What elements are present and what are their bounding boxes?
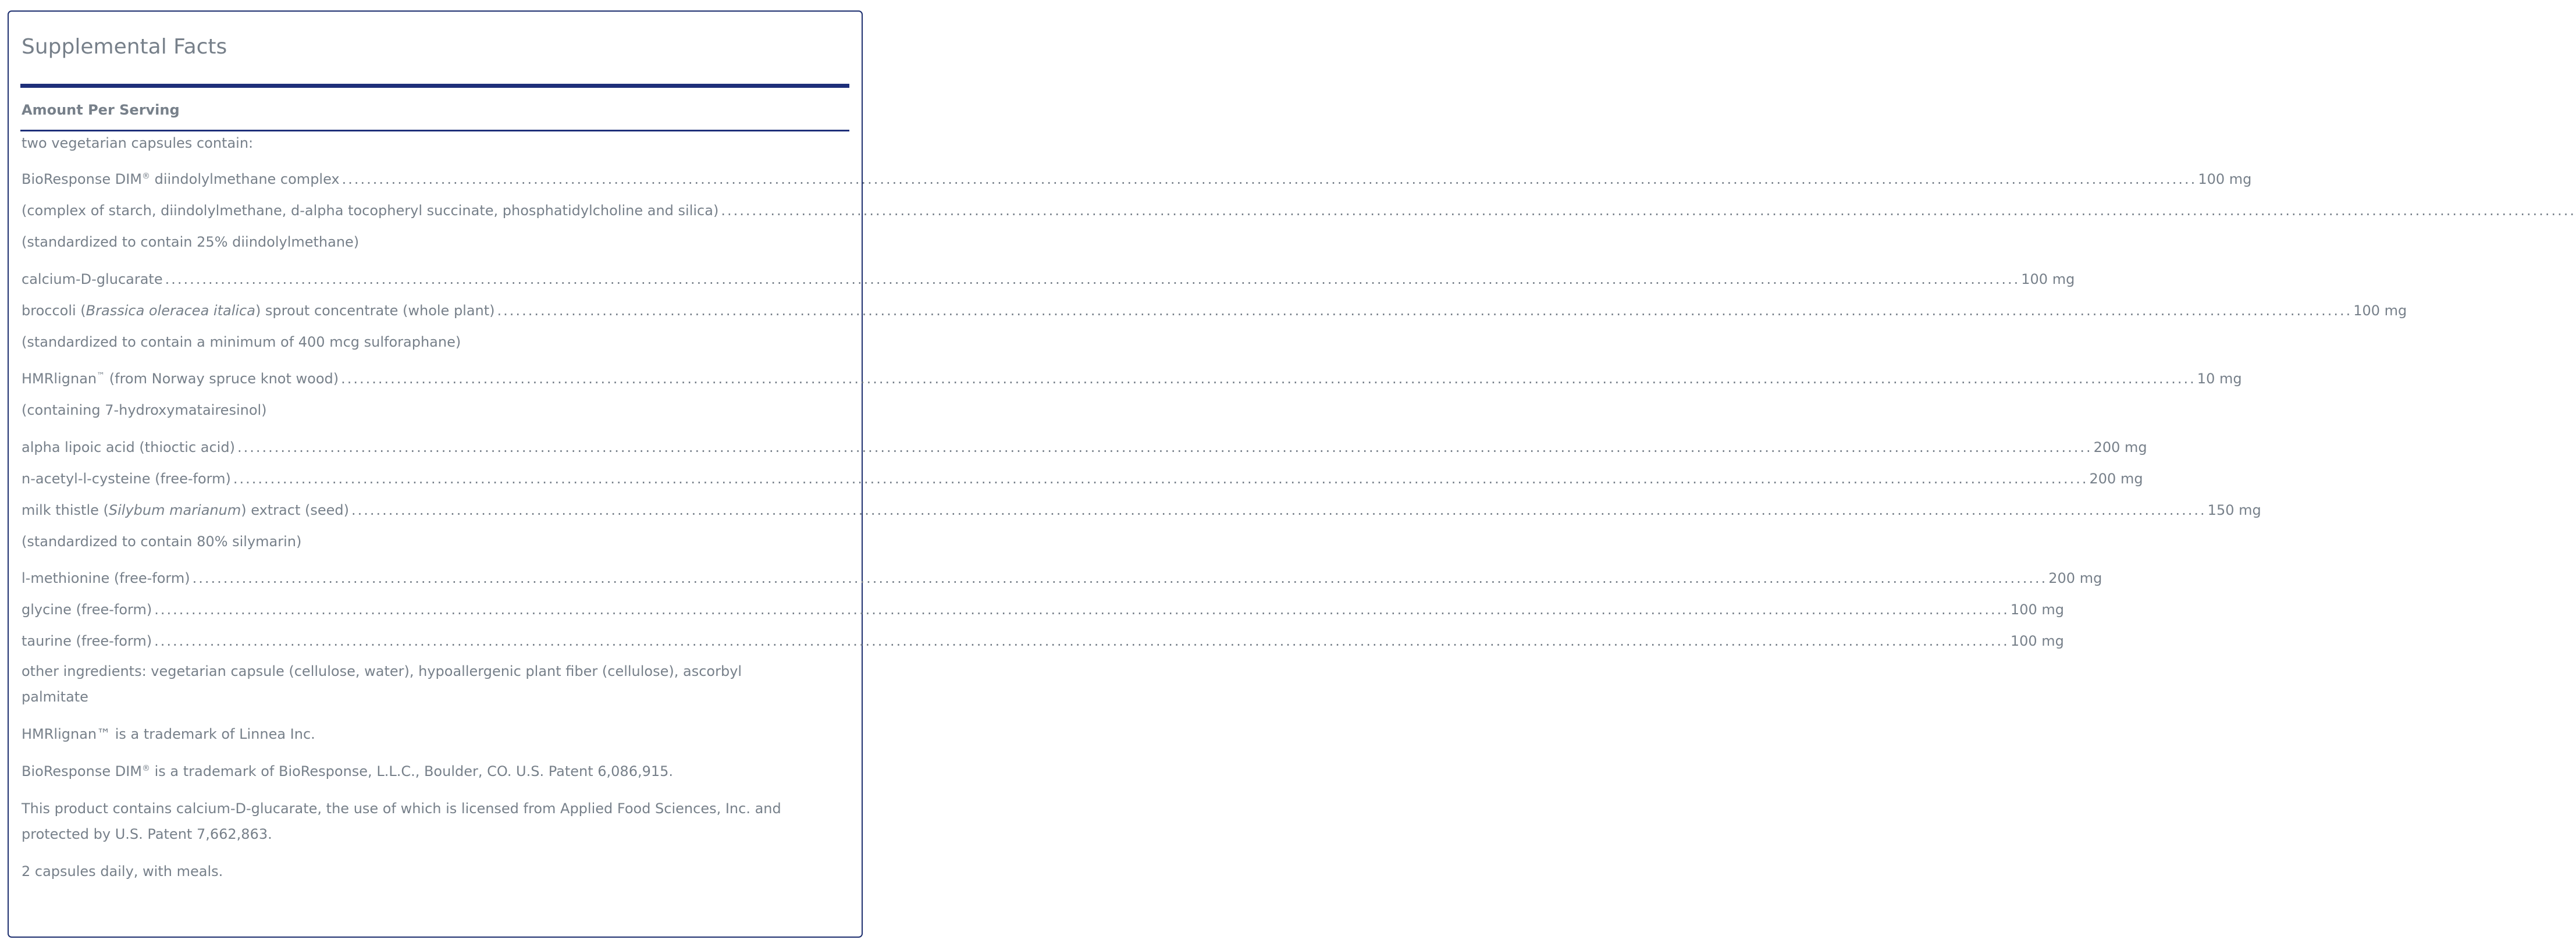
ingredient-amount: 200 mg bbox=[2089, 471, 2143, 487]
supplement-facts-panel bbox=[8, 10, 2576, 938]
trademark-note-hmrlignan: HMRlignan™ is a trademark of Linnea Inc. bbox=[22, 726, 315, 742]
dot-leader: ............................................................................................................................................................................................................................................................................................................ bbox=[341, 371, 2196, 387]
ingredient-row-broccoli bbox=[22, 300, 2407, 321]
ingredient-row-taurine bbox=[22, 631, 2064, 651]
ingredient-row-nac bbox=[22, 468, 2143, 489]
ingredient-name: l-methionine (free-form) bbox=[22, 570, 190, 586]
amount-per-serving-heading: Amount Per Serving bbox=[22, 102, 180, 118]
serving-intro: two vegetarian capsules contain: bbox=[22, 135, 254, 151]
ingredient-name: taurine (free-form) bbox=[22, 633, 152, 649]
ingredient-name: milk thistle (Silybum marianum) extract (seed) bbox=[22, 502, 349, 518]
ingredient-name: HMRlignan™ (from Norway spruce knot wood) bbox=[22, 371, 339, 387]
ingredient-row-milk-thistle bbox=[22, 500, 2261, 521]
ingredient-note-row bbox=[22, 200, 2576, 221]
thick-divider bbox=[20, 84, 849, 88]
ingredient-amount: 100 mg bbox=[2198, 171, 2252, 187]
ingredient-name: broccoli (Brassica oleracea italica) sprout concentrate (whole plant) bbox=[22, 302, 495, 319]
ingredient-row-dim bbox=[22, 169, 2252, 190]
ingredient-amount: 100 mg bbox=[2021, 271, 2075, 287]
ingredient-amount: 100 mg bbox=[2010, 601, 2064, 618]
license-note: This product contains calcium-D-glucarate, the use of which is licensed from Applied Food Sciences, Inc. and protected by U.S. Patent 7,662,863. bbox=[22, 800, 781, 842]
dot-leader: ............................................................................................................................................................................................................................................................................................................ bbox=[237, 439, 2093, 455]
dot-leader: ............................................................................................................................................................................................................................................................................................................ bbox=[721, 202, 2576, 219]
dot-leader: ............................................................................................................................................................................................................................................................................................................ bbox=[154, 633, 2009, 649]
dot-leader: ............................................................................................................................................................................................................................................................................................................ bbox=[233, 471, 2088, 487]
trademark-note-dim: BioResponse DIM® is a trademark of BioResponse, L.L.C., Boulder, CO. U.S. Patent 6,086,915. bbox=[22, 763, 674, 779]
dot-leader: ............................................................................................................................................................................................................................................................................................................ bbox=[154, 601, 2009, 618]
directions: 2 capsules daily, with meals. bbox=[22, 863, 223, 880]
ingredient-note: (standardized to contain 80% silymarin) bbox=[22, 533, 302, 550]
ingredient-name: calcium-D-glucarate bbox=[22, 271, 163, 287]
ingredient-note: (standardized to contain a minimum of 400 mcg sulforaphane) bbox=[22, 334, 461, 350]
dot-leader: ............................................................................................................................................................................................................................................................................................................ bbox=[497, 302, 2353, 319]
ingredient-row-hmrlignan bbox=[22, 368, 2242, 389]
dot-leader: ............................................................................................................................................................................................................................................................................................................ bbox=[192, 570, 2048, 586]
thin-divider bbox=[20, 130, 849, 131]
ingredient-amount: 10 mg bbox=[2197, 371, 2242, 387]
ingredient-name: n-acetyl-l-cysteine (free-form) bbox=[22, 471, 231, 487]
ingredient-row-methionine bbox=[22, 568, 2102, 589]
dot-leader: ............................................................................................................................................................................................................................................................................................................ bbox=[165, 271, 2020, 287]
ingredient-note: (standardized to contain 25% diindolylmethane) bbox=[22, 234, 360, 250]
ingredient-name: alpha lipoic acid (thioctic acid) bbox=[22, 439, 235, 455]
ingredient-row-glucarate bbox=[22, 269, 2075, 290]
panel-title: Supplemental Facts bbox=[22, 35, 227, 59]
ingredient-row-glycine bbox=[22, 599, 2064, 620]
ingredient-amount: 100 mg bbox=[2353, 302, 2407, 319]
ingredient-note: (containing 7-hydroxymatairesinol) bbox=[22, 402, 267, 418]
ingredient-amount: 150 mg bbox=[2207, 502, 2261, 518]
ingredient-row-ala bbox=[22, 437, 2147, 458]
ingredient-name: BioResponse DIM® diindolylmethane complex bbox=[22, 171, 340, 187]
ingredient-note: (complex of starch, diindolylmethane, d-alpha tocopheryl succinate, phosphatidylcholine and silica) bbox=[22, 202, 719, 219]
ingredient-name: glycine (free-form) bbox=[22, 601, 152, 618]
dot-leader: ............................................................................................................................................................................................................................................................................................................ bbox=[341, 171, 2197, 187]
ingredient-amount: 200 mg bbox=[2093, 439, 2147, 455]
ingredient-amount: 200 mg bbox=[2048, 570, 2102, 586]
ingredient-amount: 100 mg bbox=[2010, 633, 2064, 649]
other-ingredients: other ingredients: vegetarian capsule (cellulose, water), hypoallergenic plant fiber (cellulose), ascorbyl palmitate bbox=[22, 663, 742, 705]
dot-leader: ............................................................................................................................................................................................................................................................................................................ bbox=[351, 502, 2207, 518]
